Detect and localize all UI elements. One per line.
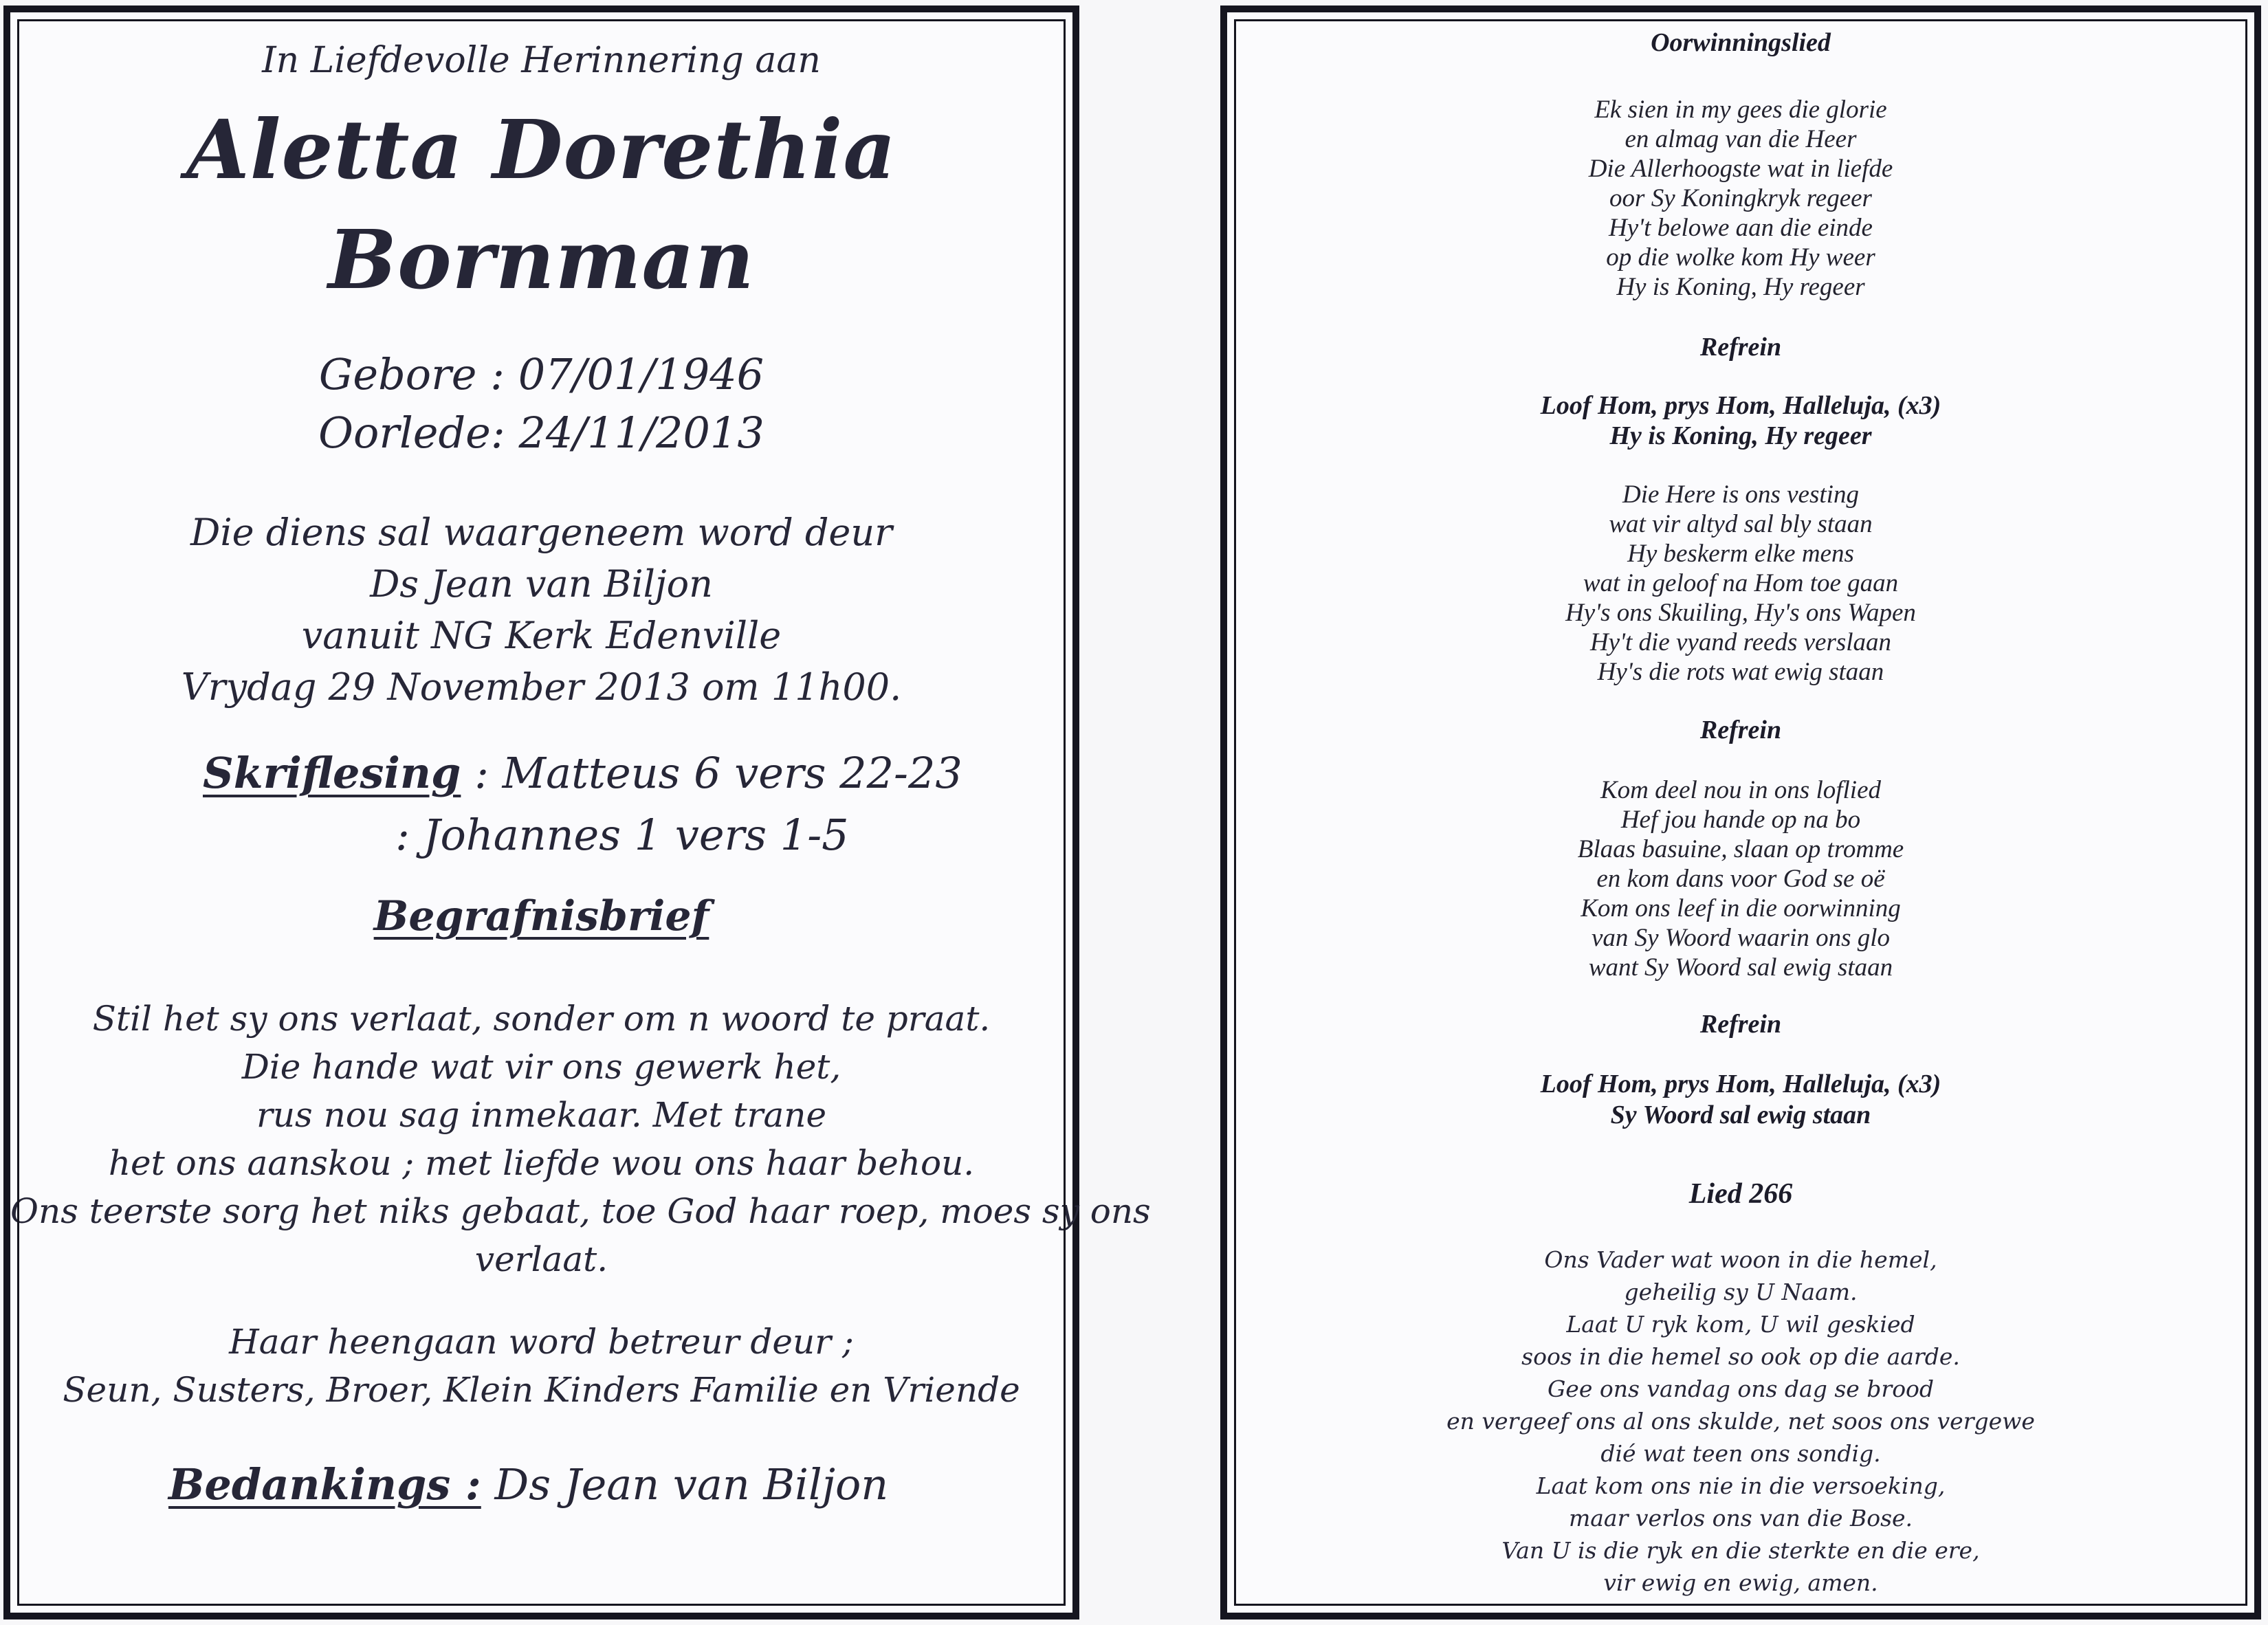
verse-line: op die wolke kom Hy weer	[1606, 243, 1875, 272]
death-date: Oorlede: 24/11/2013	[318, 408, 764, 458]
funeral-letter-title: Begrafnisbrief	[373, 892, 709, 940]
verse-line: wat in geloof na Hom toe gaan	[1583, 569, 1899, 597]
memorial-heading: In Liefdevolle Herinnering aan	[262, 40, 821, 81]
verse-line: Hy't belowe aan die einde	[1609, 214, 1873, 242]
funeral-letter-line: verlaat.	[474, 1239, 608, 1279]
verse-line: en kom dans voor God se oë	[1596, 865, 1885, 893]
verse-line: Hy't die vyand reeds verslaan	[1589, 628, 1892, 656]
verse-line: van Sy Woord waarin ons glo	[1591, 924, 1891, 952]
verse-line: Ek sien in my gees die glorie	[1594, 96, 1887, 124]
refrain-label: Refrein	[1699, 716, 1782, 744]
verse-line: Hy's ons Skuiling, Hy's ons Wapen	[1565, 599, 1916, 627]
verse-line: Die Allerhoogste wat in liefde	[1588, 155, 1893, 183]
verse-line: Kom ons leef in die oorwinning	[1581, 894, 1901, 922]
prayer-line: geheilig sy U Naam.	[1624, 1279, 1858, 1305]
prayer-line: Gee ons vandag ons dag se brood	[1547, 1375, 1935, 1402]
prayer-line: soos in die hemel so ook op die aarde.	[1521, 1343, 1960, 1370]
chorus-line: Loof Hom, prys Hom, Halleluja, (x3)	[1540, 1070, 1941, 1098]
prayer-line: Laat kom ons nie in die versoeking,	[1536, 1472, 1946, 1499]
verse-line: Die Here is ons vesting	[1622, 480, 1859, 509]
refrain-label: Refrein	[1699, 1010, 1782, 1039]
service-line: vanuit NG Kerk Edenville	[301, 614, 782, 657]
funeral-letter-line: Ons teerste sorg het niks gebaat, toe God haar roep, moes sy ons	[10, 1191, 1151, 1231]
memorial-card-front	[3, 5, 1151, 1620]
prayer-line: Laat U ryk kom, U wil geskied	[1566, 1311, 1915, 1338]
prayer-line: vir ewig en ewig, amen.	[1603, 1569, 1878, 1596]
prayer-line: maar verlos ons van die Bose.	[1568, 1505, 1913, 1532]
acknowledgements-row	[168, 1459, 888, 1510]
verse-line: Blaas basuine, slaan op tromme	[1577, 835, 1904, 863]
verse-line: Hy is Koning, Hy regeer	[1616, 273, 1865, 301]
verse-line: Hy's die rots wat ewig staan	[1597, 658, 1884, 686]
deceased-name-first: Aletta Dorethia	[186, 102, 896, 197]
memorial-card-back	[1220, 5, 2261, 1620]
song-title: Oorwinningslied	[1651, 28, 1831, 57]
scripture-reading-2: : Johannes 1 vers 1-5	[395, 810, 849, 860]
prayer-line: Van U is die ryk en die sterkte en die ere,	[1501, 1537, 1980, 1564]
scripture-reading-label: Skriflesing	[203, 748, 461, 798]
service-line: Vrydag 29 November 2013 om 11h00.	[181, 665, 902, 709]
scripture-reading-1: : Matteus 6 vers 22-23	[461, 748, 962, 798]
chorus-line: Hy is Koning, Hy regeer	[1609, 421, 1872, 450]
mourners-line: Seun, Susters, Broer, Klein Kinders Familie en Vriende	[63, 1370, 1020, 1410]
birth-date: Gebore : 07/01/1946	[318, 349, 764, 399]
verse-line: Hef jou hande op na bo	[1620, 806, 1861, 834]
acknowledgements-label: Bedankings :	[168, 1459, 481, 1510]
refrain-label: Refrein	[1699, 333, 1782, 362]
chorus-line: Sy Woord sal ewig staan	[1610, 1101, 1871, 1129]
prayer-line: Ons Vader wat woon in die hemel,	[1544, 1246, 1937, 1273]
verse-line: want Sy Woord sal ewig staan	[1588, 953, 1893, 982]
service-line: Ds Jean van Biljon	[370, 562, 713, 606]
funeral-letter-line: het ons aanskou ; met liefde wou ons haar behou.	[108, 1143, 975, 1183]
funeral-letter-line: Stil het sy ons verlaat, sonder om n woord te praat.	[92, 999, 991, 1039]
verse-line: Kom deel nou in ons loflied	[1600, 776, 1881, 804]
service-line: Die diens sal waargeneem word deur	[190, 511, 892, 554]
deceased-name-last: Bornman	[328, 212, 755, 307]
verse-line: wat vir altyd sal bly staan	[1609, 510, 1873, 538]
verse-line: Hy beskerm elke mens	[1627, 540, 1854, 568]
prayer-line: en vergeef ons al ons skulde, net soos ons vergewe	[1446, 1408, 2035, 1435]
funeral-letter-line: rus nou sag inmekaar. Met trane	[256, 1095, 827, 1135]
acknowledgements-value: Ds Jean van Biljon	[481, 1459, 889, 1510]
verse-line: oor Sy Koningkryk regeer	[1609, 184, 1872, 212]
verse-line: en almag van die Heer	[1625, 125, 1857, 153]
chorus-line: Loof Hom, prys Hom, Halleluja, (x3)	[1540, 391, 1941, 420]
mourners-line: Haar heengaan word betreur deur ;	[229, 1322, 854, 1362]
prayer-line: dié wat teen ons sondig.	[1600, 1440, 1881, 1467]
hymn-title: Lied 266	[1688, 1178, 1793, 1210]
funeral-letter-line: Die hande wat vir ons gewerk het,	[241, 1047, 841, 1087]
scripture-reading-row	[203, 748, 962, 798]
